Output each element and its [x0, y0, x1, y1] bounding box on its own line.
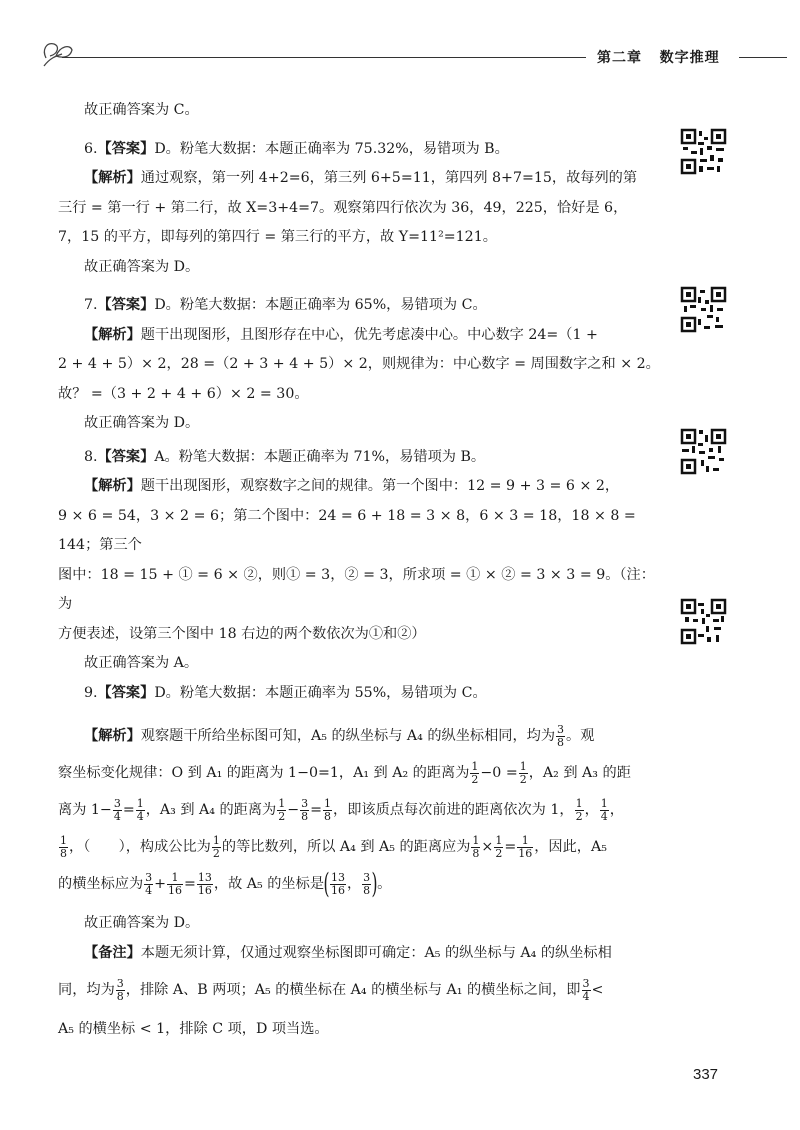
left-paren: (	[323, 867, 330, 900]
answer-tag: 【答案】	[97, 448, 155, 465]
answer-line-q9	[58, 679, 664, 709]
fraction: $\frac{1}{4}$	[600, 796, 608, 823]
analysis-line-q8	[58, 472, 664, 502]
note-line-q9-3: A₅ 的横坐标 < 1，排除 C 项，D 项当选。	[58, 1021, 329, 1037]
answer-line-q8	[58, 443, 664, 473]
answer-conclusion-q6: 故正确答案为 D。	[84, 258, 200, 275]
fraction: $\frac{3}{4}$	[145, 870, 153, 897]
fraction: $\frac{1}{8}$	[324, 796, 332, 823]
analysis-line-q9: 【解析】观察题干所给坐标图可知，A₅ 的纵坐标与 A₄ 的纵坐标相同，均为 $\frac{3}{8}$ 。观	[84, 722, 595, 749]
running-header	[597, 47, 720, 67]
fraction: $\frac{1}{16}$	[518, 833, 533, 860]
question-number: 8.	[84, 448, 98, 465]
analysis-line-q9-3: 离为 1− $\frac{3}{4}$ = $\frac{1}{4}$ ，A₃ 到 A₄ 的距离为 $\frac{1}{2}$ − $\frac{3}{8}$ = $\frac{1}{8}$ ，即该质点每次前进的距离依次为 1， $\frac{1}{2}$ ， $\frac{1}{4}$ ，	[58, 796, 624, 823]
qr-code-q7	[680, 286, 727, 333]
analysis-line-q6-2: 三行 = 第一行 + 第二行，故 X=3+4=7。观察第四行依次为 36，49，225，恰好是 6，	[58, 199, 628, 216]
fraction: $\frac{1}{8}$	[472, 833, 480, 860]
analysis-line-q7-3: 故？ =（3 + 2 + 4 + 6）× 2 = 30。	[58, 385, 309, 402]
analysis-line-q6	[58, 164, 664, 194]
question-number: 9.	[84, 684, 98, 701]
note-line-q9	[58, 939, 664, 969]
fraction: $\frac{1}{2}$	[471, 759, 479, 786]
answer-text: D。粉笔大数据：本题正确率为 65%，易错项为 C。	[154, 297, 487, 313]
header-rule-left	[62, 57, 586, 58]
answer-tag: 【答案】	[97, 140, 155, 157]
analysis-line-q9-2: 察坐标变化规律：O 到 A₁ 的距离为 1−0=1，A₁ 到 A₂ 的距离为 $\frac{1}{2}$ −0 = $\frac{1}{2}$ ，A₂ 到 A₃ 的距	[58, 759, 631, 786]
right-paren: )	[371, 867, 378, 900]
qr-code-q6	[680, 128, 727, 175]
question-number: 7.	[84, 297, 98, 313]
qr-code-q9	[680, 598, 727, 645]
fraction: $\frac{1}{2}$	[575, 796, 583, 823]
analysis-line-q6-3: 7，15 的平方，即每列的第四行 = 第三行的平方，故 Y=11²=121。	[58, 229, 497, 245]
fraction: $\frac{1}{2}$	[278, 796, 286, 823]
qr-code-q8	[680, 428, 727, 475]
analysis-tag: 【解析】	[84, 170, 141, 186]
analysis-line-q7-2: 2 + 4 + 5）× 2，28 =（2 + 3 + 4 + 5）× 2，则规律为：中心数字 = 周围数字之和 × 2。	[58, 356, 660, 372]
analysis-line-q8-2: 9 × 6 = 54，3 × 2 = 6；第二个图中：24 = 6 + 18 = 3 × 8，6 × 3 = 18，18 × 8 = 144；第三个	[58, 507, 636, 553]
analysis-tag: 【解析】	[84, 326, 141, 343]
question-number: 6.	[84, 140, 98, 157]
analysis-line-q7	[58, 321, 664, 351]
qr-icon	[680, 286, 727, 333]
analysis-line-q9-5: 的横坐标应为 $\frac{3}{4}$ + $\frac{1}{16}$ = $\frac{13}{16}$ ，故 A₅ 的坐标是( $\frac{13}{16}$ ， $\frac{3}{8}$ )。	[58, 867, 392, 900]
fraction: $\frac{1}{4}$	[136, 796, 144, 823]
fraction: $\frac{1}{2}$	[519, 759, 527, 786]
page-content	[58, 96, 664, 1045]
answer-tag: 【答案】	[97, 297, 155, 313]
answer-text: D。粉笔大数据：本题正确率为 55%，易错项为 C。	[154, 684, 487, 701]
analysis-line-q8-3: 图中：18 = 15 + ① = 6 × ②，则① = 3，② = 3，所求项 = ① × ② = 3 × 3 = 9。（注：为	[58, 566, 655, 612]
qr-icon	[680, 128, 727, 175]
analysis-text: 题干出现图形，观察数字之间的规律。第一个图中：12 = 9 + 3 = 6 × 2，	[140, 478, 620, 494]
qr-icon	[680, 598, 727, 645]
answer-text: A。粉笔大数据：本题正确率为 71%，易错项为 B。	[154, 448, 486, 465]
answer-conclusion-q5: 故正确答案为 C。	[84, 102, 199, 118]
fraction: $\frac{1}{2}$	[212, 833, 220, 860]
note-text: 本题无须计算，仅通过观察坐标图即可确定：A₅ 的纵坐标与 A₄ 的纵坐标相	[140, 944, 612, 961]
fraction: $\frac{3}{4}$	[113, 796, 121, 823]
fraction: $\frac{3}{8}$	[116, 976, 124, 1003]
fraction: $\frac{1}{2}$	[495, 833, 503, 860]
header-rule-right	[739, 57, 787, 58]
page-number: 337	[693, 1066, 719, 1083]
fraction: $\frac{1}{8}$	[60, 833, 67, 860]
answer-conclusion-q8: 故正确答案为 A。	[84, 655, 199, 671]
note-line-q9-2: 同，均为 $\frac{3}{8}$ ，排除 A、B 两项；A₅ 的横坐标在 A₄ 的横坐标与 A₁ 的横坐标之间，即 $\frac{3}{4}$ <	[58, 976, 604, 1003]
analysis-text: 观察题干所给坐标图可知，A₅ 的纵坐标与 A₄ 的纵坐标相同，均为	[140, 728, 556, 744]
fraction: $\frac{3}{8}$	[363, 870, 371, 897]
qr-icon	[680, 428, 727, 475]
chapter-label: 第二章	[597, 50, 642, 66]
answer-text: D。粉笔大数据：本题正确率为 75.32%，易错项为 B。	[154, 140, 509, 157]
fraction: $\frac{1}{16}$	[168, 870, 183, 897]
answer-conclusion-q7: 故正确答案为 D。	[84, 415, 200, 431]
analysis-tag: 【解析】	[84, 728, 141, 744]
fraction: $\frac{13}{16}$	[330, 870, 345, 897]
leaf-icon	[40, 38, 74, 68]
analysis-text: 通过观察，第一列 4+2=6，第三列 6+5=11，第四列 8+7=15，故每列的第	[140, 170, 638, 186]
fraction: $\frac{13}{16}$	[197, 870, 212, 897]
answer-line-q7	[58, 291, 664, 321]
fraction: $\frac{3}{8}$	[557, 722, 565, 749]
fraction: $\frac{3}{4}$	[582, 976, 590, 1003]
analysis-line-q9-4: $\frac{1}{8}$ ，（ ），构成公比为 $\frac{1}{2}$ 的等比数列，所以 A₄ 到 A₅ 的距离应为 $\frac{1}{8}$ × $\frac{1}{2}$ = $\frac{1}{16}$ ，因此，A₅	[60, 833, 607, 860]
note-tag: 【备注】	[84, 944, 141, 961]
answer-line-q6	[58, 135, 664, 165]
analysis-text: 题干出现图形，且图形存在中心，优先考虑凑中心。中心数字 24=（1 +	[140, 326, 598, 343]
fraction: $\frac{3}{8}$	[301, 796, 309, 823]
analysis-line-q8-4: 方便表述，设第三个图中 18 右边的两个数依次为①和②）	[58, 625, 426, 642]
section-label: 数字推理	[659, 50, 720, 66]
answer-conclusion-q9: 故正确答案为 D。	[84, 915, 200, 931]
answer-tag: 【答案】	[97, 684, 155, 701]
analysis-tag: 【解析】	[84, 478, 141, 494]
